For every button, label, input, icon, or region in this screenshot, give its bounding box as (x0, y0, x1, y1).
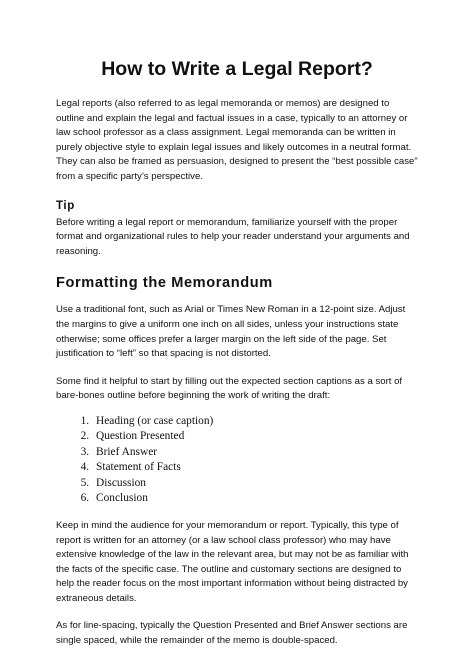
list-item: 5. Discussion (92, 476, 418, 492)
list-item: 6. Conclusion (92, 491, 418, 507)
list-item: 4. Statement of Facts (92, 460, 418, 476)
list-item: 2. Question Presented (92, 429, 418, 445)
list-item: 3. Brief Answer (92, 445, 418, 461)
section-captions-list (56, 414, 418, 507)
formatting-paragraph: Use a traditional font, such as Arial or Times New Roman in a 12-point size. Adjust the margins to give a uniform one inch on all sides, unless your instructions state otherwise; some offices prefer a larger margin on the left side of the page. Set justification to “left” so that spacing is not distorted. (56, 304, 406, 360)
intro-paragraph: Legal reports (also referred to as legal memoranda or memos) are designed to outline and explain the legal and factual issues in a case, typically to an attorney or law school professor as a class assignment. Legal memoranda can be written in purely objective style to explain legal issues and likely outcomes in a neutral format. They can also be framed as persuasion, designed to present the “best possible case” from a specific party’s perspective. (56, 98, 418, 182)
audience-paragraph: Keep in mind the audience for your memorandum or report. Typically, this type of report is written for an attorney (or a law school class professor) who may have extensive knowledge of the law in the relevant area, but may not be as familiar with the facts of the specific case. The outline and customary sections are designed to help the reader focus on the most important information without being distracted by extraneous details. (56, 519, 409, 604)
page-title: How to Write a Legal Report? (101, 58, 373, 80)
section-heading: Formatting the Memorandum (56, 275, 273, 292)
line-spacing-paragraph: As for line-spacing, typically the Question Presented and Brief Answer sections are single spaced, while the remainder of the memo is double-spaced. (56, 620, 408, 647)
list-item: 1. Heading (or case caption) (92, 414, 418, 430)
tip-heading: Tip (56, 199, 75, 212)
outline-intro-paragraph: Some find it helpful to start by filling out the expected section captions as a sort of bare-bones outline before beginning the work of writing the draft: (56, 375, 403, 402)
tip-paragraph: Before writing a legal report or memorandum, familiarize yourself with the proper format and organizational rules to help your reader understand your arguments and reasoning. (56, 216, 410, 257)
